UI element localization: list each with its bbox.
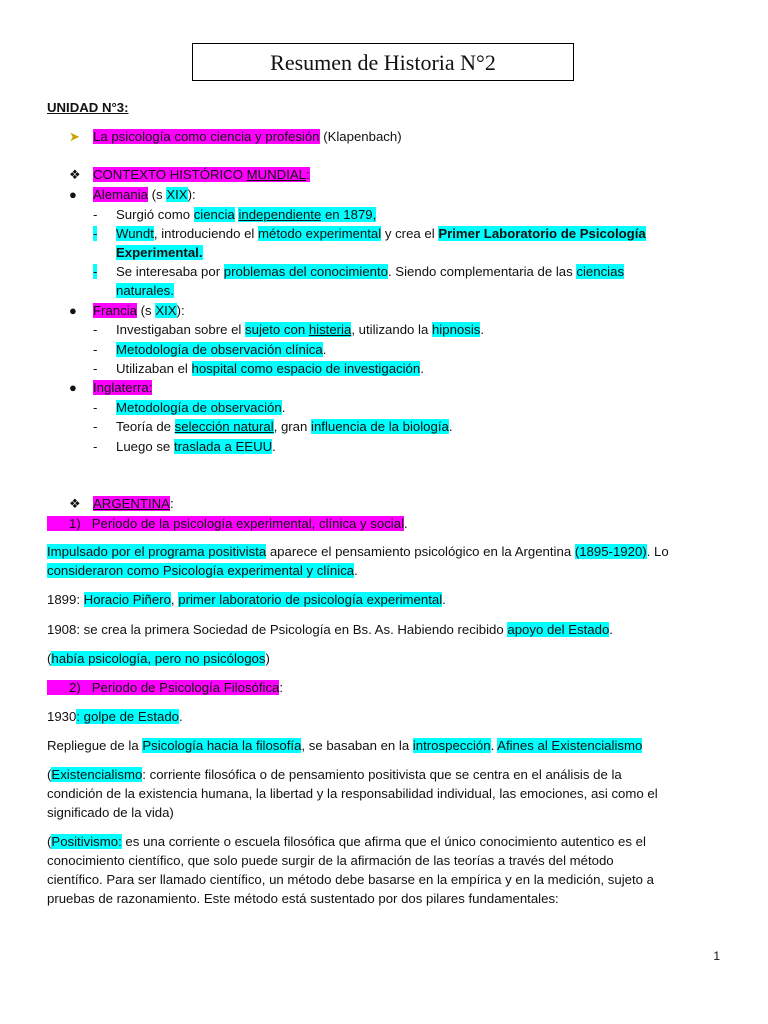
round-bullet-icon: ●: [69, 187, 77, 202]
paragraph-positivismo: (Positivismo: es una corriente o escuela filosófica que afirma que el único conocimiento autentico es el conocimiento científico, que solo puede surgir de la afirmación de las teorías a través del método científico. Para ser llamado científico, un método debe basarse en la empírica y en la medición, sujeto a pruebas de razonamiento. Este método está sustentado por dos pilares fundamentales:: [47, 834, 654, 906]
francia-item-1: - Investigaban sobre el sujeto con histeria, utilizando la hipnosis.: [93, 322, 485, 337]
round-bullet-icon: ●: [69, 303, 77, 318]
paragraph-existencialismo: (Existencialismo: corriente filosófica o de pensamiento positivista que se centra en el análisis de la condición de la existencia humana, la libertad y la responsabilidad individual, las emociones, asi como el significado de la vida): [47, 767, 658, 820]
diamond-bullet-icon: ❖: [69, 496, 81, 511]
paragraph-1899: 1899: Horacio Piñero, primer laboratorio de psicología experimental.: [47, 592, 446, 607]
francia-item-3: - Utilizaban el hospital como espacio de investigación.: [93, 361, 424, 376]
francia-heading: ● Francia (s XIX):: [69, 303, 185, 318]
paragraph-positivist: Impulsado por el programa positivista aparece el pensamiento psicológico en la Argentina (1895-1920). Lo consideraron como Psicología experimental y clínica.: [47, 544, 669, 578]
argentina-heading: ❖ ARGENTINA:: [69, 496, 174, 511]
paragraph-1908: 1908: se crea la primera Sociedad de Psicología en Bs. As. Habiendo recibido apoyo del Estado.: [47, 622, 613, 637]
paragraph-note: (había psicología, pero no psicólogos): [47, 651, 270, 666]
alemania-item-3: - Se interesaba por problemas del conocimiento. Siendo complementaria de las ciencias: [93, 264, 625, 279]
alemania-item-2: - Wundt, introduciendo el método experimental y crea el Primer Laboratorio de Psicología: [93, 226, 646, 241]
paragraph-1930: 1930: golpe de Estado.: [47, 709, 183, 724]
period-1-heading: 1) Periodo de la psicología experimental, clínica y social.: [47, 514, 408, 533]
alemania-item-1: - Surgió como ciencia independiente en 1879,: [93, 207, 377, 222]
document-title: Resumen de Historia N°2: [192, 43, 574, 81]
inglaterra-heading: ● Inglaterra:: [69, 380, 153, 395]
topic-line: ➤ La psicología como ciencia y profesión (Klapenbach): [69, 129, 402, 144]
inglaterra-item-3: - Luego se traslada a EEUU.: [93, 439, 276, 454]
paragraph-repliegue: Repliegue de la Psicología hacia la filosofía, se basaban en la introspección. Afines al Existencialismo: [47, 738, 643, 753]
inglaterra-item-2: - Teoría de selección natural, gran influencia de la biología.: [93, 419, 453, 434]
alemania-item-2-cont: Experimental.: [116, 245, 203, 260]
page-number: 1: [713, 949, 720, 963]
unit-heading: UNIDAD N°3:: [47, 100, 129, 115]
contexto-heading: ❖ CONTEXTO HISTÓRICO MUNDIAL:: [69, 167, 310, 182]
diamond-bullet-icon: ❖: [69, 167, 81, 182]
round-bullet-icon: ●: [69, 380, 77, 395]
period-2-heading: 2) Periodo de Psicología Filosófica:: [47, 678, 283, 697]
inglaterra-item-1: - Metodología de observación.: [93, 400, 286, 415]
alemania-heading: ● Alemania (s XIX):: [69, 187, 196, 202]
alemania-item-3-cont: naturales.: [116, 283, 174, 298]
francia-item-2: - Metodología de observación clínica.: [93, 342, 327, 357]
arrow-bullet-icon: ➤: [69, 129, 80, 144]
